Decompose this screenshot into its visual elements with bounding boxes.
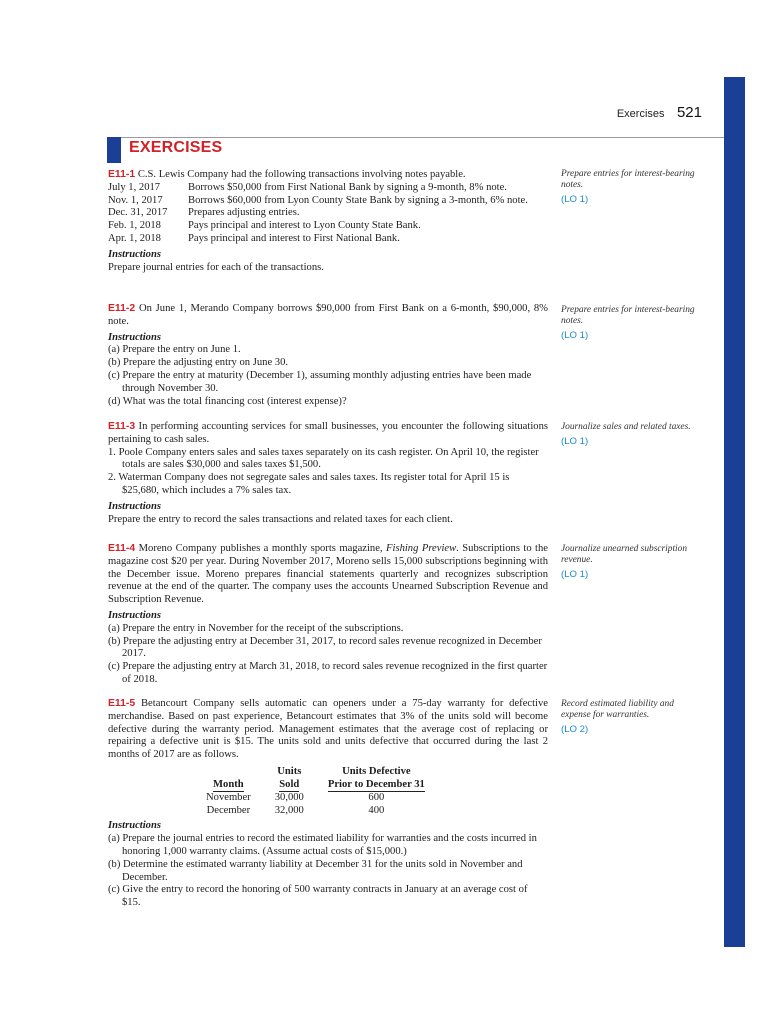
margin-note-e11-2 [561,305,701,341]
exercise-e11-3 [108,421,548,526]
learning-objective-link[interactable]: (LO 1) [561,436,589,447]
learning-objective-link[interactable]: (LO 2) [561,724,589,735]
learning-objective-link[interactable]: (LO 1) [561,194,589,205]
exercise-intro: Betancourt Company sells automatic can openers under a 75-day warranty for defective merchandise. Based on past experience, Betancourt estimates that 3% of the units sold will become defective during the warranty period. Management estimates that the average cost of replacing or repairing a defective unit is $15. The units sold and units defective that occurred during the last 2 months of 2017 are as follows. [108,698,548,761]
transaction-row: Feb. 1, 2018 Pays principal and interest to Lyon County State Bank. [108,220,421,232]
running-head [617,104,702,122]
margin-note-text: Prepare entries for interest-bearing notes. [561,305,695,326]
instructions-text: Prepare the entry to record the sales transactions and related taxes for each client. [108,513,453,525]
margin-note-text: Journalize unearned subscription revenue. [561,544,688,565]
learning-objective-link[interactable]: (LO 1) [561,569,589,580]
exercise-intro: C.S. Lewis Company had the following transactions involving notes payable. [137,169,466,180]
instruction-item: (c) Prepare the entry at maturity (December 1), assuming monthly adjusting entries have been made through November 30. [108,369,532,394]
margin-note-text: Prepare entries for interest-bearing notes. [561,169,695,190]
instruction-item: (a) Prepare the journal entries to record the estimated liability for warranties and the costs incurred in honoring 1,000 warranty claims. (Assume actual costs of $15,000.) [108,833,537,857]
margin-note-e11-4 [561,544,701,580]
margin-note-text: Record estimated liability and expense for warranties. [561,699,674,720]
instruction-item: (b) Determine the estimated warranty liability at December 31 for the units sold in November and December. [108,858,523,883]
exercise-intro: On June 1, Merando Company borrows $90,000 from First Bank on a 6-month, $90,000, 8% note. [108,303,549,327]
exercise-number: E11-5 [108,698,136,709]
exercise-number: E11-3 [108,421,136,432]
margin-note-text: Journalize sales and related taxes. [561,422,691,432]
exercise-e11-1 [108,169,548,274]
exercise-e11-5 [108,698,548,910]
instructions-label: Instructions [108,820,161,832]
instructions-label: Instructions [108,500,161,512]
section-name: Exercises [616,108,665,120]
header-rule [107,137,724,138]
section-heading: EXERCISES [129,139,223,156]
magazine-title: Fishing Preview [386,543,457,554]
situation-item: 1. Poole Company enters sales and sales taxes separately on its cash register. On April 10, the register totals are sales $30,000 and sales taxes $1,500. [108,446,539,471]
column-header: Sold [279,779,299,793]
exercise-number: E11-4 [108,543,136,554]
transaction-row: Dec. 31, 2017 Prepares adjusting entries. [108,207,300,219]
instructions-label: Instructions [108,609,161,621]
table-header-top: Units Units Defective [277,765,411,777]
instruction-item: (b) Prepare the adjusting entry at December 31, 2017, to record sales revenue recognized in December 2017. [108,635,542,660]
instruction-item: (d) What was the total financing cost (interest expense)? [108,395,347,407]
transaction-row: Apr. 1, 2018 Pays principal and interest to First National Bank. [108,232,400,244]
page-number: 521 [676,104,702,121]
column-header: Month [213,779,244,793]
chapter-tab-bar [724,77,745,947]
instruction-item: (a) Prepare the entry on June 1. [108,344,241,356]
instruction-item: (a) Prepare the entry in November for the receipt of the subscriptions. [108,622,404,634]
table-header-bottom [194,779,437,793]
table-row: December 32,000 400 [206,804,385,816]
exercise-intro: In performing accounting services for small businesses, you encounter the following situations pertaining to cash sales. [108,421,548,445]
instructions-label: Instructions [108,248,161,260]
exercise-e11-2 [108,303,548,408]
instructions-text: Prepare journal entries for each of the transactions. [108,261,324,273]
situation-item: 2. Waterman Company does not segregate sales and sales taxes. Its register total for April 15 is $25,680, which includes a 7% sales tax. [108,472,510,496]
instruction-item: (c) Give the entry to record the honoring of 500 warranty contracts in January at an average cost of $15. [108,884,528,909]
heading-marker [107,137,121,163]
column-header: Prior to December 31 [328,779,425,793]
margin-note-e11-1 [561,169,701,205]
transaction-row: Nov. 1, 2017 Borrows $60,000 from Lyon County State Bank by signing a 3-month, 6% note. [108,194,528,206]
units-table [194,766,437,817]
transaction-row: July 1, 2017 Borrows $50,000 from First National Bank by signing a 9-month, 8% note. [108,181,507,193]
instruction-item: (b) Prepare the adjusting entry on June 30. [108,357,289,369]
margin-note-e11-3 [561,422,701,447]
exercise-e11-4: E11-4 Moreno Company publishes a monthly sports magazine, Fishing Preview. Subscriptions to the magazine cost $20 per year. During November 2017, Moreno sells 15,000 subscriptions beginning with the December issue. Moreno prepares financial statements quarterly and recognizes subscription revenue at the end of the quarter. The company uses the accounts Unearned Subscription Revenue and Subscription Revenue. Instructions (a) Prepare the entry in November for the receipt of the subscriptions. (b) Prepare the adjusting entry at December 31, 2017, to record sales revenue recognized in December 2017. (c) Prepare the adjusting entry at March 31, 2018, to record sales revenue recognized in the first quarter of 2018. [108,543,549,685]
margin-note-e11-5 [561,699,701,735]
table-row: November 30,000 600 [206,792,385,804]
exercise-number: E11-2 [108,303,136,314]
exercise-number: E11-1 [108,169,136,180]
instructions-label: Instructions [108,331,161,343]
instruction-item: (c) Prepare the adjusting entry at March 31, 2018, to record sales revenue recognized in the first quarter of 2018. [108,661,548,685]
learning-objective-link[interactable]: (LO 1) [561,330,589,341]
